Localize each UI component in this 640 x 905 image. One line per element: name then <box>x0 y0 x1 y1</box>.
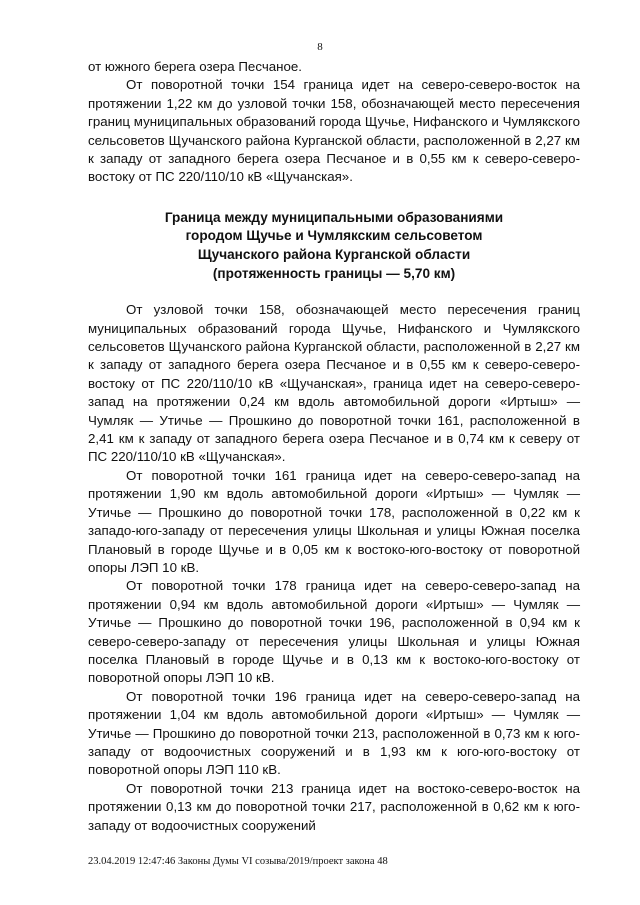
paragraph-point-158: От узловой точки 158, обозначающей место пересечения границ муниципальных образований города Щучье, Нифанского и Чумлякского сельсоветов Щучанского района Курганской области, расположенной в 2,27 км к западу от западного берега озера Песчаное и в 0,55 км к северо-северо-востоку от ПС 220/110/10 кВ «Щучанская», граница идет на северо-северо-запад на протяжении 0,24 км вдоль автомобильной дороги «Иртыш» — Чумляк — Утичье — Прошкино до поворотной точки 161, расположенной в 2,41 км к западу от западного берега озера Песчаное и в 0,74 км к северу от ПС 220/110/10 кВ «Щучанская». <box>88 302 580 465</box>
paragraph-continuation: от южного берега озера Песчаное. <box>88 59 302 74</box>
section-heading <box>88 209 580 283</box>
document-footer: 23.04.2019 12:47:46 Законы Думы VI созыва/2019/проект закона 48 <box>88 856 388 867</box>
heading-line: городом Щучье и Чумлякским сельсоветом <box>185 228 483 244</box>
heading-line: Щучанского района Курганской области <box>197 247 471 263</box>
paragraph-point-178: От поворотной точки 178 граница идет на северо-северо-запад на протяжении 0,94 км вдоль автомобильной дороги «Иртыш» — Чумляк — Утичье — Прошкино до поворотной точки 196, расположенной в 0,94 км к северо-северо-западу от пересечения улицы Школьная и улицы Южная поселка Плановый в городе Щучье и в 0,13 км к востоко-юго-востоку от поворотной опоры ЛЭП 10 кВ. <box>88 578 580 686</box>
document-body <box>88 58 580 835</box>
paragraph-point-196: От поворотной точки 196 граница идет на северо-северо-запад на протяжении 1,04 км вдоль автомобильной дороги «Иртыш» — Чумляк — Утичье — Прошкино до поворотной точки 213, расположенной в 0,73 км к юго-западу от водоочистных сооружений и в 1,93 км к юго-юго-востоку от поворотной опоры ЛЭП 110 кВ. <box>88 688 580 778</box>
paragraph-point-213: От поворотной точки 213 граница идет на востоко-северо-восток на протяжении 0,13 км до поворотной точки 217, расположенной в 0,62 км к юго-западу от водоочистных сооружений <box>88 780 580 833</box>
heading-line: Граница между муниципальными образованиями <box>164 209 504 225</box>
paragraph-point-154: От поворотной точки 154 граница идет на северо-северо-восток на протяжении 1,22 км до узловой точки 158, обозначающей место пересечения границ муниципальных образований города Щучье, Нифанского и Чумлякского сельсоветов Щучанского района Курганской области, расположенной в 2,27 км к западу от западного берега озера Песчаное и в 0,55 км к северо-северо-востоку от ПС 220/110/10 кВ «Щучанская». <box>88 77 580 185</box>
paragraph-point-161: От поворотной точки 161 граница идет на северо-северо-запад на протяжении 1,90 км вдоль автомобильной дороги «Иртыш» — Чумляк — Утичье — Прошкино до поворотной точки 178, расположенной в 0,22 км к западо-юго-западу от пересечения улицы Школьная и улицы Южная поселка Плановый в городе Щучье и в 0,05 км к востоко-юго-востоку от поворотной опоры ЛЭП 10 кВ. <box>88 467 580 575</box>
heading-line: (протяженность границы — 5,70 км) <box>212 265 456 281</box>
page-number: 8 <box>317 41 323 53</box>
